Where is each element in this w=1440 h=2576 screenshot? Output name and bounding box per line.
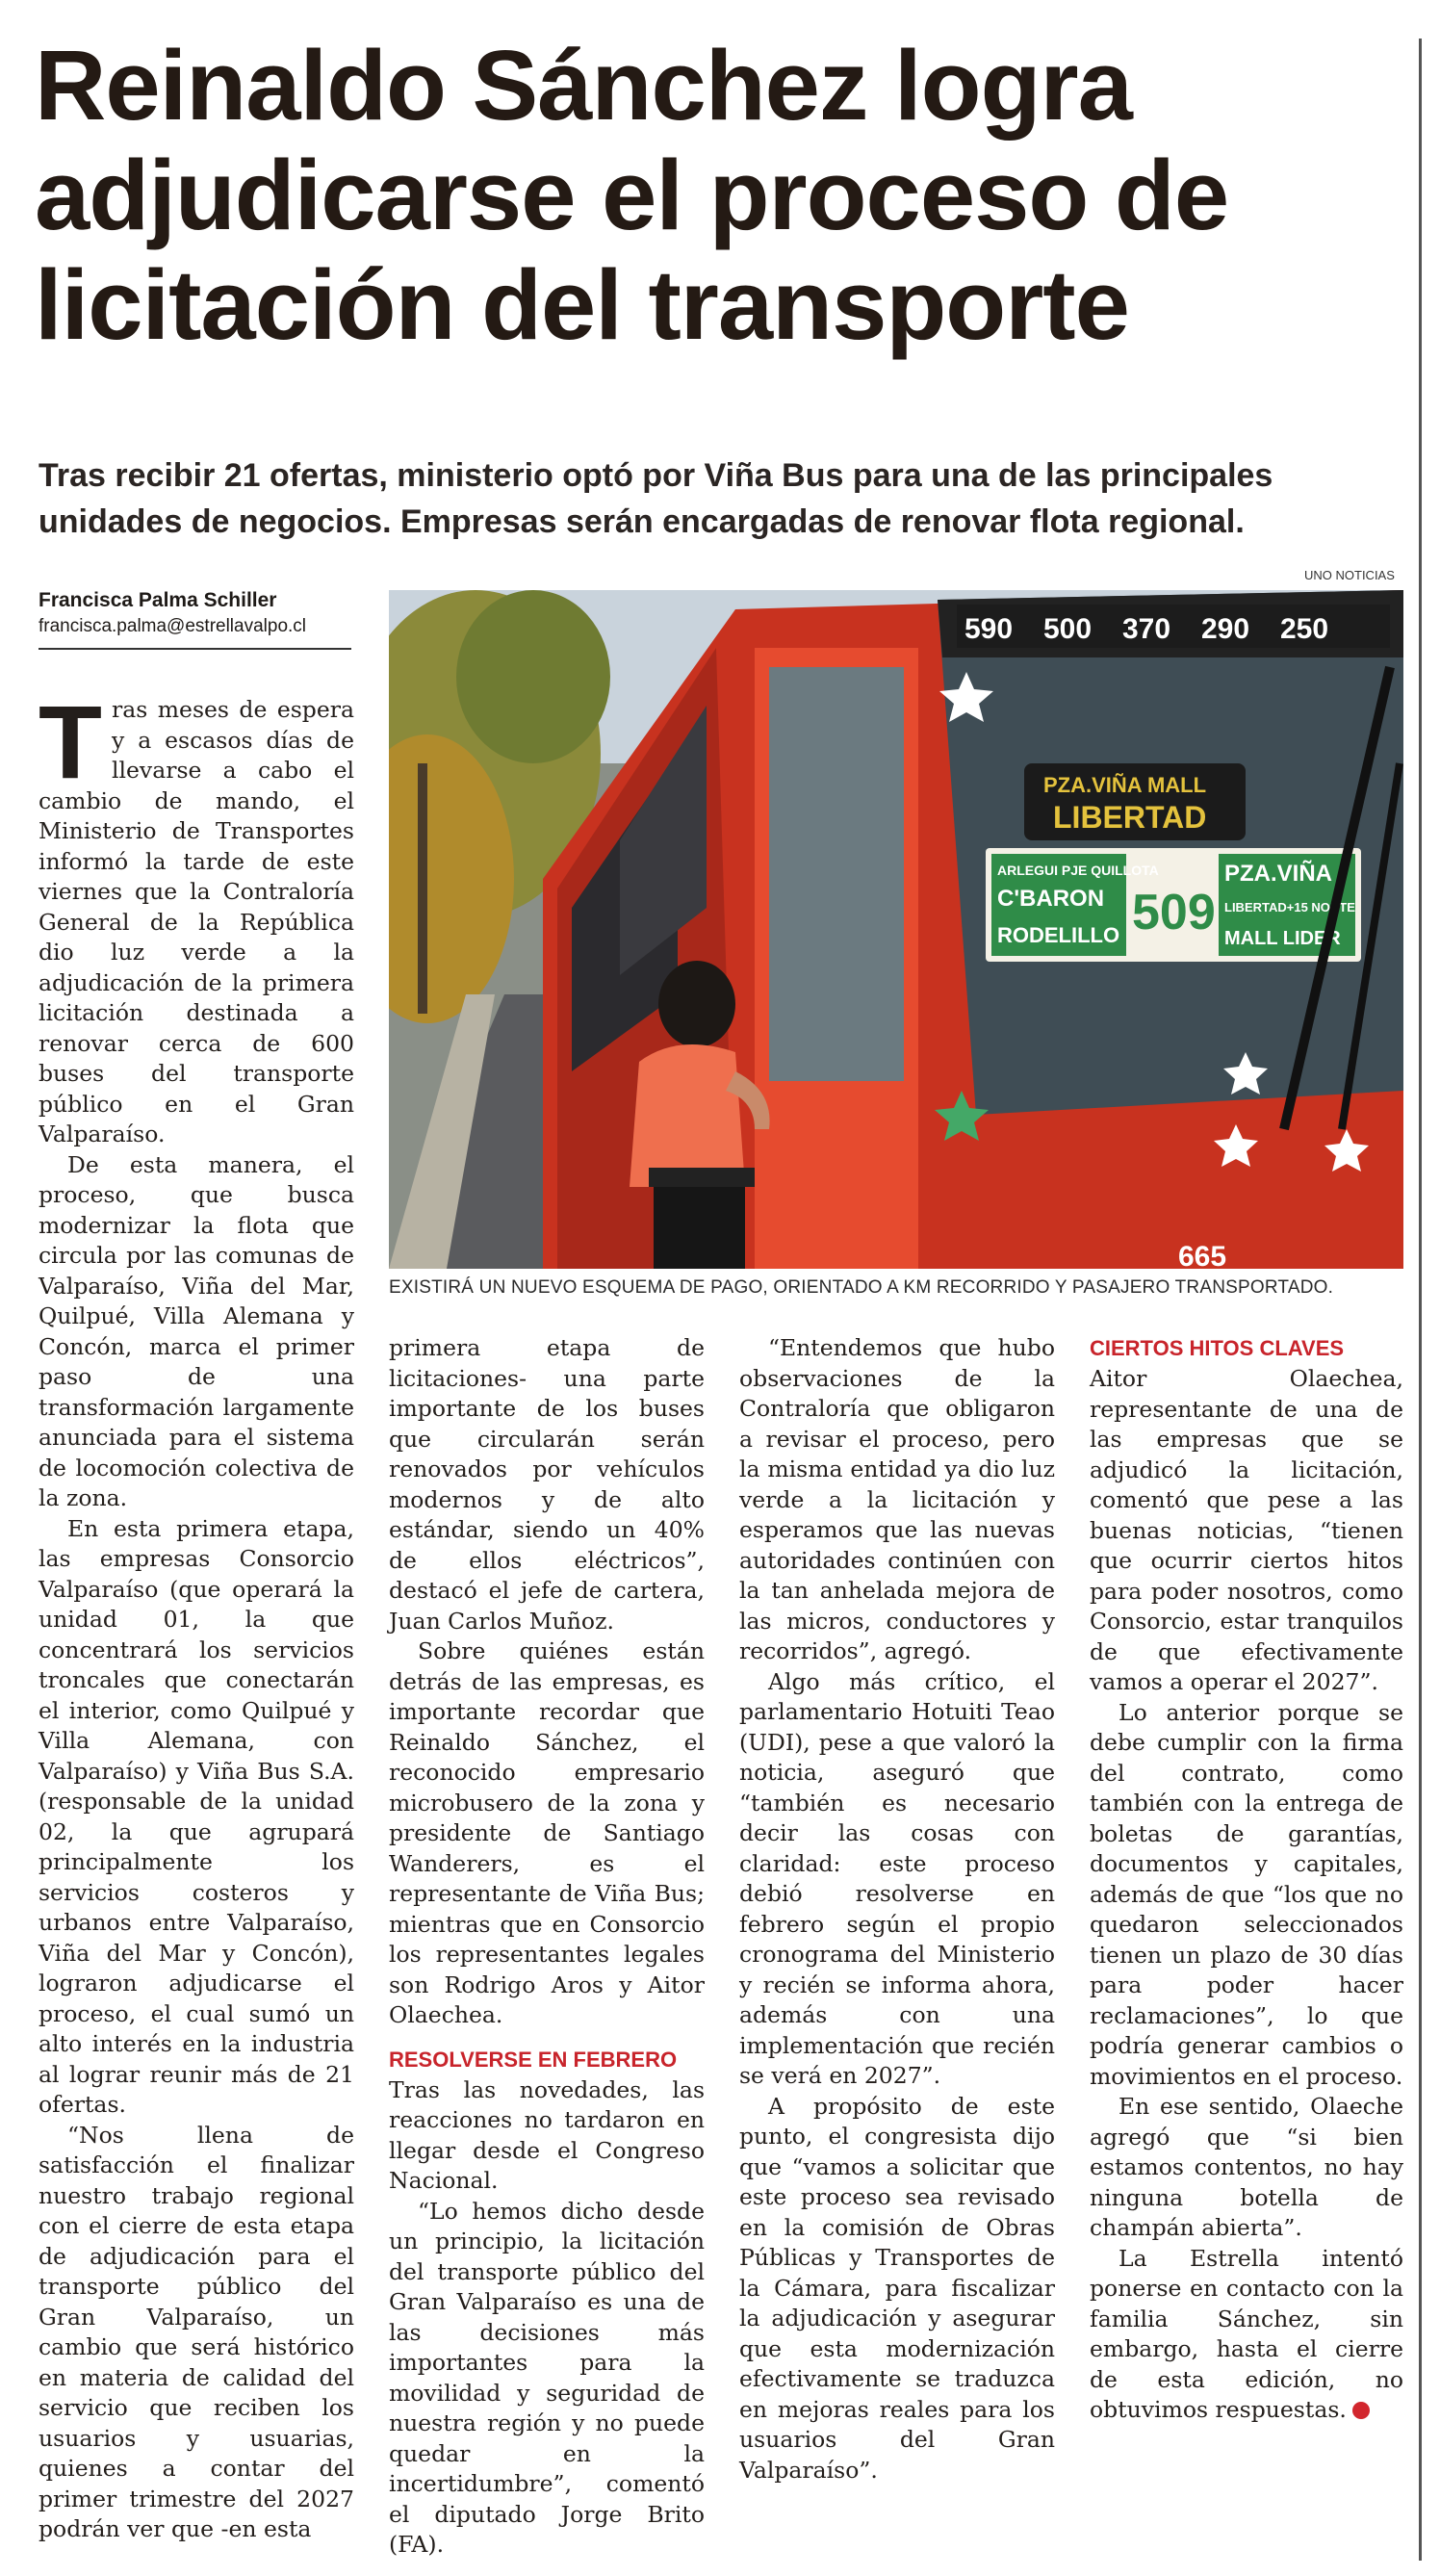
article-column-3: [739, 1333, 1055, 2486]
route-number: 250: [1280, 613, 1329, 645]
column-rule: [1419, 39, 1422, 2561]
fleet-number: 665: [1178, 1241, 1227, 1269]
destination-sign: [1024, 763, 1246, 840]
drop-cap: T: [39, 683, 102, 800]
byline: [39, 587, 356, 639]
article-paragraph: “Entendemos que hubo observaciones de la Contraloría que obligaron a revisar el proceso, pero la misma entidad ya dio luz verde a la licitación y esperamos que las nuevas autoridades continúen con la tan anhelada mejora de las micros, conductores y recorridos”, agregó.: [739, 1334, 1055, 1664]
route-number: 590: [964, 613, 1014, 645]
route-card-text: C'BARON: [997, 886, 1105, 912]
article-paragraph: Lo anterior porque se debe cumplir con la firma del contrato, como también con la entrega de boletas de garantías, documentos y capitales, además de que “los que no quedaron seleccionados tienen un plazo de 30 días para poder hacer reclamaciones”, lo que podría generar cambios o movimientos en el proceso.: [1090, 1698, 1403, 2090]
bus-photo: [389, 590, 1403, 1269]
route-number-strip: [957, 605, 1390, 648]
route-card-text: RODELILLO: [997, 923, 1120, 947]
article-paragraph: En ese sentido, Olaeche agregó que “si bien estamos contentos, no hay ninguna botella de champán abierta”.: [1090, 2093, 1403, 2241]
route-card-text: PZA.VIÑA: [1224, 861, 1333, 887]
end-mark-icon: ›: [1352, 2402, 1370, 2419]
article-paragraph: Aitor Olaechea, representante de una de las empresas que se adjudicó la licitación, comentó que pese a las buenas noticias, “tienen que ocurrir ciertos hitos para poder nosotros, como Consorcio, estar tranquilos de que efectivamente vamos a operar el 2027”.: [1090, 1365, 1403, 1695]
article-paragraph: “Lo hemos dicho desde un principio, la licitación del transporte público del Gran Valparaíso es una de las decisiones más importantes para la movilidad y seguridad de nuestra región y no puede quedar en la incertidumbre”, comentó el diputado Jorge Brito (FA).: [389, 2197, 705, 2558]
byline-divider: [39, 648, 351, 650]
article-column-2: [389, 1333, 705, 2561]
section-subhead: CIERTOS HITOS CLAVES: [1090, 1336, 1345, 1360]
article-paragraph-continued: primera etapa de licitaciones- una parte importante de los buses que circularán serán renovados por vehículos modernos y de alto estándar, siendo un 40% de ellos eléctricos”, destacó el jefe de cartera, Juan Carlos Muñoz.: [389, 1334, 705, 1635]
route-card-text: MALL LIDER: [1224, 928, 1341, 949]
subheadline: Tras recibir 21 ofertas, ministerio optó por Viña Bus para una de las principales unidades de negocios. Empresas serán encargadas de renovar flota regional.: [39, 457, 1273, 540]
destination-line: LIBERTAD: [1053, 800, 1207, 835]
photo-caption: EXISTIRÁ UN NUEVO ESQUEMA DE PAGO, ORIENTADO A KM RECORRIDO Y PASAJERO TRANSPORTADO.: [389, 1277, 1334, 1298]
article-column-4: [1090, 1333, 1403, 2426]
photo-credit: UNO NOTICIAS: [1304, 568, 1395, 582]
route-number: 370: [1122, 613, 1171, 645]
headline: Reinaldo Sánchez logra adjudicarse el proceso de licitación del transporte: [35, 30, 1229, 360]
article-paragraph: En esta primera etapa, las empresas Consorcio Valparaíso (que operará la unidad 01, la que concentrará los servicios troncales que conectarán el interior, como Quilpué y Villa Alemana, con Valparaíso) y Viña Bus S.A. (responsable de la unidad 02, la que agrupará principalmente los servicios costeros y urbanos entre Valparaíso, Viña del Mar y Concón), lograron adjudicarse el proceso, el cual sumó un alto interés en la industria al lograr reunir más de 21 ofertas.: [39, 1514, 354, 2118]
article-paragraph: Sobre quiénes están detrás de las empresas, es importante recordar que Reinaldo Sánchez, el reconocido empresario microbusero de la zona y presidente de Santiago Wanderers, es el representante de Viña Bus; mientras que en Consorcio los representantes legales son Rodrigo Aros y Aitor Olaechea.: [389, 1637, 705, 2028]
route-card-number: 509: [1132, 885, 1216, 940]
byline-author: Francisca Palma Schiller: [39, 589, 277, 611]
article-paragraph: Tras las novedades, las reacciones no tardaron en llegar desde el Congreso Nacional.: [389, 2075, 705, 2194]
article-paragraph: Algo más crítico, el parlamentario Hotuiti Teao (UDI), pese a que valoró la noticia, aseguró que “también es necesario decir las cosas con claridad: este proceso debió resolverse en febrero según el propio cronograma del Ministerio y recién se informa ahora, además con una implementación que recién se verá en 2027”.: [739, 1667, 1055, 2089]
route-card: [986, 848, 1361, 962]
article-paragraph: De esta manera, el proceso, que busca modernizar la flota que circula por las comunas de Valparaíso, Viña del Mar, Quilpué, Villa Alemana y Concón, marca el primer paso de una transformación largamente anunciada para el sistema de locomoción colectiva de la zona.: [39, 1150, 354, 1511]
route-number: 500: [1043, 613, 1093, 645]
route-number: 290: [1201, 613, 1250, 645]
route-card-text: ARLEGUI PJE QUILLOTA: [997, 863, 1159, 878]
destination-line: PZA.VIÑA MALL: [1043, 773, 1207, 797]
route-card-text: LIBERTAD+15 NORTE: [1224, 900, 1355, 914]
article-column-1: [39, 683, 354, 2545]
article-paragraph: A propósito de este punto, el congresista dijo que “vamos a solicitar que este proceso sea revisado en la comisión de Obras Públicas y Transportes de la Cámara, para fiscalizar la adjudicación y asegurar que esta modernización efectivamente se traduzca en mejoras reales para los usuarios del Gran Valparaíso”.: [739, 2092, 1055, 2484]
byline-email: francisca.palma@estrellavalpo.cl: [39, 616, 307, 636]
article-paragraph: La Estrella intentó ponerse en contacto con la familia Sánchez, sin embargo, hasta el cierre de esta edición, no obtuvimos respuestas. ›: [1090, 2244, 1403, 2423]
section-subhead: RESOLVERSE EN FEBRERO: [389, 2047, 678, 2072]
article-paragraph-quote-start: “Nos llena de satisfacción el finalizar nuestro trabajo regional con el cierre de esta etapa de adjudicación para el transporte público del Gran Valparaíso, un cambio que será histórico en materia de calidad del servicio que reciben los usuarios y usuarias, quienes a contar del primer trimestre del 2027 podrán ver que -en esta: [39, 2121, 354, 2542]
article-paragraph: Tras meses de espera y a escasos días de llevarse a cabo el cambio de mando, el Ministerio de Transportes informó la tarde de este viernes que la Contraloría General de la República dio luz verde a la adjudicación de la primera licitación destinada a renovar cerca de 600 buses del transporte público en el Gran Valparaíso.: [39, 683, 354, 1147]
